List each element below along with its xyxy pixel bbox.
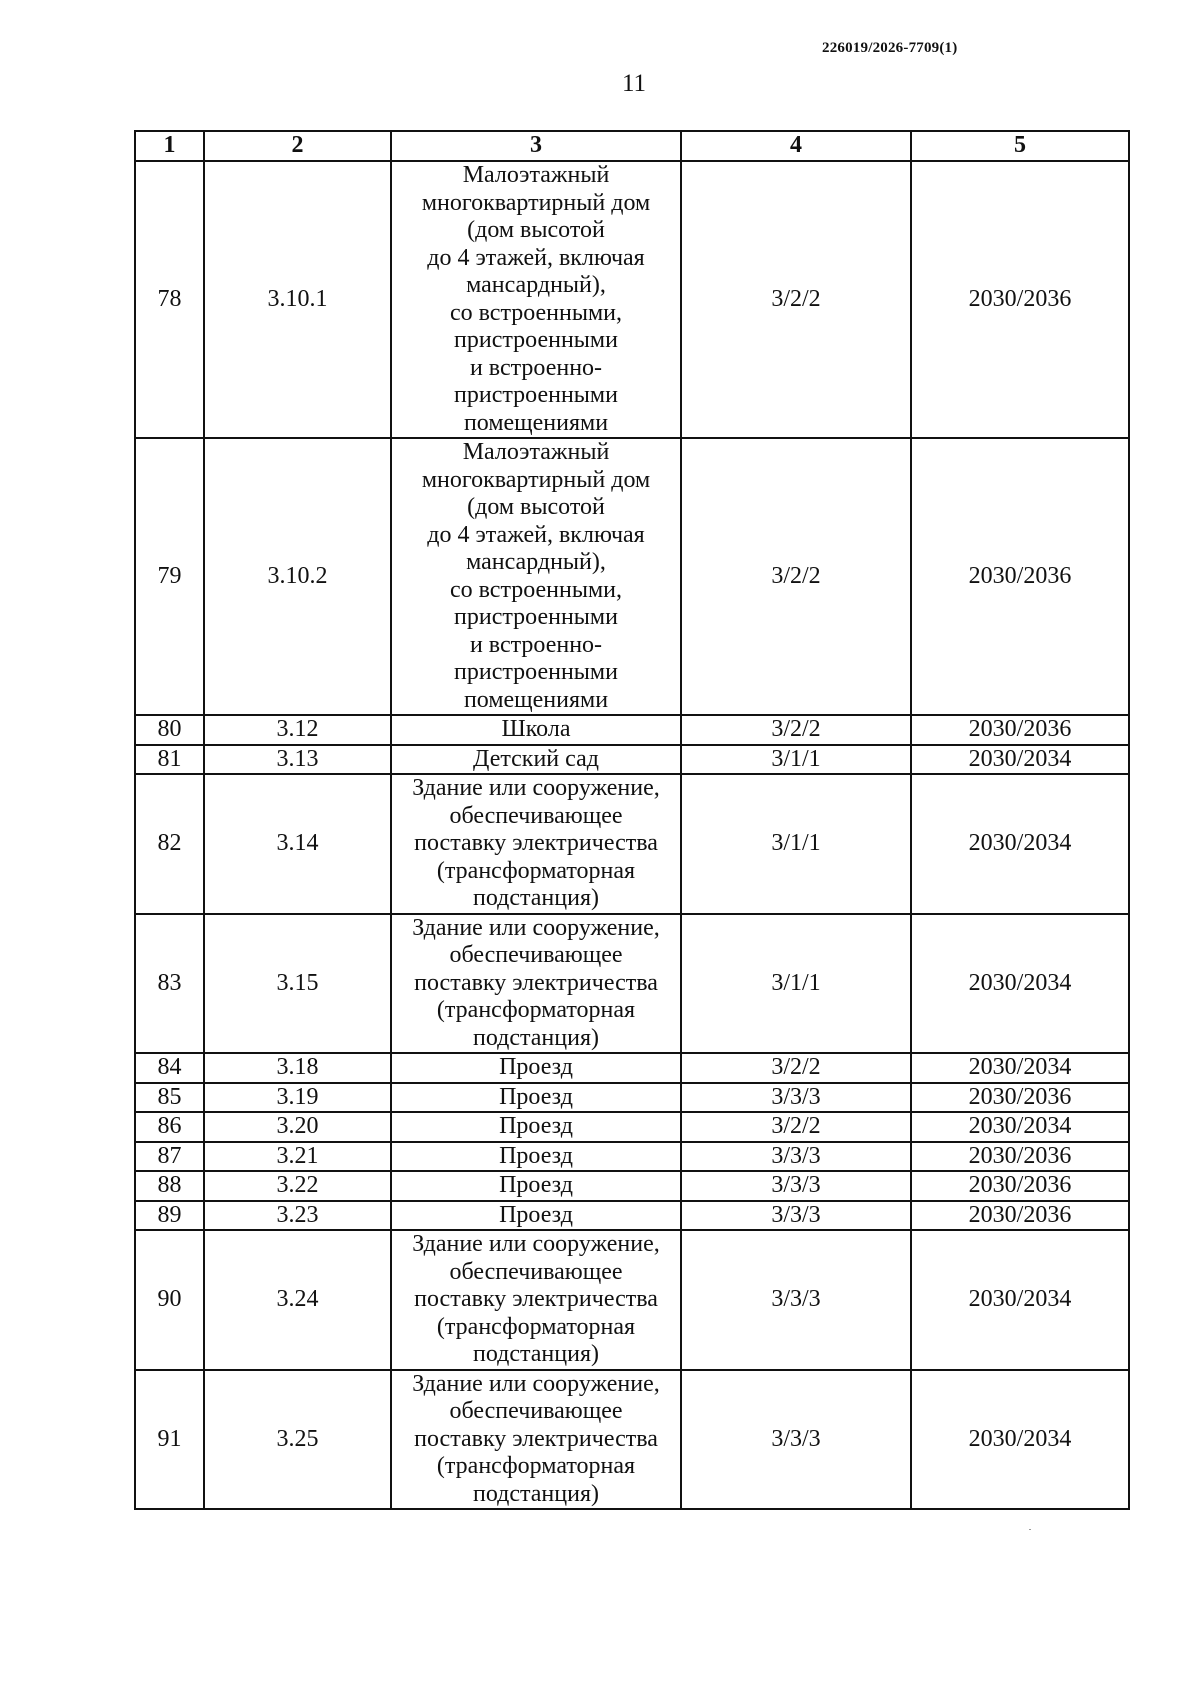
row-number-cell: 89	[135, 1201, 204, 1231]
column-header-4: 4	[681, 131, 911, 161]
object-name-line: (дом высотой	[467, 494, 605, 520]
row-number-cell: 78	[135, 161, 204, 438]
period-cell: 2030/2036	[911, 161, 1129, 438]
row-number-cell: 84	[135, 1053, 204, 1083]
class-cell: 3/1/1	[681, 745, 911, 775]
code-cell: 3.10.1	[204, 161, 391, 438]
class-cell: 3/2/2	[681, 1053, 911, 1083]
object-name-cell	[391, 914, 681, 1054]
object-name-line: пристроенными	[454, 382, 618, 408]
period-cell: 2030/2034	[911, 745, 1129, 775]
table-row	[135, 774, 1129, 914]
period-cell: 2030/2034	[911, 1230, 1129, 1370]
class-cell: 3/3/3	[681, 1230, 911, 1370]
page-number: 11	[621, 70, 647, 97]
object-name-cell	[391, 1112, 681, 1142]
code-cell: 3.15	[204, 914, 391, 1054]
document-number: 226019/2026-7709(1)	[822, 40, 958, 56]
object-name-cell	[391, 161, 681, 438]
code-cell: 3.22	[204, 1171, 391, 1201]
table-row	[135, 1370, 1129, 1510]
object-name-line: пристроенными	[454, 659, 618, 685]
row-number-cell: 91	[135, 1370, 204, 1510]
column-header-5: 5	[911, 131, 1129, 161]
class-cell: 3/2/2	[681, 161, 911, 438]
object-name-line: Проезд	[499, 1201, 573, 1228]
object-name-line: пристроенными	[454, 604, 618, 630]
object-name-line: обеспечивающее	[449, 1258, 623, 1285]
period-cell: 2030/2036	[911, 438, 1129, 715]
period-cell: 2030/2034	[911, 1112, 1129, 1142]
object-name-line: и встроенно-	[469, 354, 603, 381]
object-name-line: подстанция)	[472, 885, 599, 911]
code-cell: 3.12	[204, 715, 391, 745]
object-name-line: обеспечивающее	[449, 802, 623, 829]
object-name-cell	[391, 774, 681, 914]
class-cell: 3/3/3	[681, 1083, 911, 1113]
object-name-cell	[391, 1230, 681, 1370]
table-row	[135, 914, 1129, 1054]
object-name-line: со встроенными,	[449, 299, 623, 326]
object-name-line: Здание или сооружение,	[412, 775, 660, 801]
period-cell: 2030/2036	[911, 1142, 1129, 1172]
period-cell: 2030/2036	[911, 1171, 1129, 1201]
table-row	[135, 1053, 1129, 1083]
table-header	[135, 131, 1129, 161]
object-name-line: мансардный),	[466, 272, 606, 298]
code-cell: 3.13	[204, 745, 391, 775]
class-cell: 3/2/2	[681, 438, 911, 715]
class-cell: 3/3/3	[681, 1201, 911, 1231]
row-number-cell: 81	[135, 745, 204, 775]
table-row	[135, 1083, 1129, 1113]
object-name-cell	[391, 1370, 681, 1510]
object-name-line: поставку электричества	[414, 1286, 658, 1312]
object-name-line: (трансформаторная	[436, 857, 636, 884]
object-name-line: и встроенно-	[469, 631, 603, 658]
object-name-line: Здание или сооружение,	[412, 914, 660, 941]
table-row	[135, 438, 1129, 715]
period-cell: 2030/2034	[911, 1370, 1129, 1510]
object-name-line: Малоэтажный	[462, 162, 610, 188]
object-name-line: помещениями	[463, 409, 609, 436]
object-name-line: Проезд	[499, 1083, 573, 1110]
class-cell: 3/3/3	[681, 1142, 911, 1172]
code-cell: 3.18	[204, 1053, 391, 1083]
column-header-3: 3	[391, 131, 681, 161]
object-name-cell	[391, 1083, 681, 1113]
object-name-line: (трансформаторная	[436, 1313, 636, 1340]
row-number-cell: 90	[135, 1230, 204, 1370]
object-name-line: многоквартирный дом	[421, 189, 651, 216]
table-row	[135, 1112, 1129, 1142]
object-name-line: Детский сад	[473, 745, 599, 772]
object-name-line: Проезд	[499, 1113, 573, 1139]
object-name-line: мансардный),	[466, 549, 606, 575]
code-cell: 3.19	[204, 1083, 391, 1113]
column-header-2: 2	[204, 131, 391, 161]
class-cell: 3/3/3	[681, 1370, 911, 1510]
object-name-line: подстанция)	[472, 1024, 599, 1051]
code-cell: 3.25	[204, 1370, 391, 1510]
period-cell: 2030/2036	[911, 1083, 1129, 1113]
header-row	[135, 131, 1129, 161]
row-number-cell: 79	[135, 438, 204, 715]
object-name-cell	[391, 1201, 681, 1231]
table-row	[135, 1230, 1129, 1370]
row-number-cell: 86	[135, 1112, 204, 1142]
object-name-cell	[391, 1142, 681, 1172]
object-name-line: подстанция)	[472, 1341, 599, 1367]
object-name-line: Проезд	[499, 1142, 573, 1169]
table-row	[135, 1201, 1129, 1231]
code-cell: 3.21	[204, 1142, 391, 1172]
object-name-cell	[391, 1053, 681, 1083]
object-name-line: до 4 этажей, включая	[427, 521, 645, 548]
row-number-cell: 87	[135, 1142, 204, 1172]
period-cell: 2030/2034	[911, 1053, 1129, 1083]
object-name-line: поставку электричества	[414, 969, 658, 996]
code-cell: 3.10.2	[204, 438, 391, 715]
object-name-line: (трансформаторная	[436, 1453, 636, 1479]
object-name-line: Малоэтажный	[462, 439, 610, 465]
code-cell: 3.14	[204, 774, 391, 914]
object-name-line: Здание или сооружение,	[412, 1370, 660, 1397]
object-name-line: поставку электричества	[414, 830, 658, 856]
scan-artifact	[1029, 1529, 1031, 1530]
code-cell: 3.23	[204, 1201, 391, 1231]
object-name-cell	[391, 745, 681, 775]
class-cell: 3/2/2	[681, 715, 911, 745]
object-name-line: поставку электричества	[414, 1425, 658, 1452]
row-number-cell: 80	[135, 715, 204, 745]
row-number-cell: 85	[135, 1083, 204, 1113]
table-row	[135, 745, 1129, 775]
period-cell: 2030/2036	[911, 715, 1129, 745]
table-row	[135, 1171, 1129, 1201]
object-name-line: (дом высотой	[467, 217, 605, 243]
object-name-line: Проезд	[499, 1054, 573, 1080]
class-cell: 3/1/1	[681, 774, 911, 914]
object-name-line: обеспечивающее	[449, 1398, 623, 1424]
object-name-line: Проезд	[499, 1172, 573, 1198]
object-name-line: подстанция)	[472, 1480, 599, 1507]
object-name-line: многоквартирный дом	[421, 466, 651, 493]
code-cell: 3.20	[204, 1112, 391, 1142]
table-row	[135, 715, 1129, 745]
class-cell: 3/2/2	[681, 1112, 911, 1142]
object-name-line: Здание или сооружение,	[412, 1231, 660, 1257]
table-row	[135, 161, 1129, 438]
object-name-cell	[391, 715, 681, 745]
class-cell: 3/3/3	[681, 1171, 911, 1201]
object-name-line: Школа	[501, 716, 571, 742]
row-number-cell: 82	[135, 774, 204, 914]
table-body	[135, 161, 1129, 1509]
object-name-line: обеспечивающее	[449, 942, 623, 968]
period-cell: 2030/2036	[911, 1201, 1129, 1231]
table-row	[135, 1142, 1129, 1172]
class-cell: 3/1/1	[681, 914, 911, 1054]
row-number-cell: 83	[135, 914, 204, 1054]
object-name-line: со встроенными,	[449, 576, 623, 603]
period-cell: 2030/2034	[911, 774, 1129, 914]
column-header-1: 1	[135, 131, 204, 161]
object-name-line: помещениями	[463, 686, 609, 713]
object-name-line: (трансформаторная	[436, 997, 636, 1023]
object-name-line: до 4 этажей, включая	[427, 244, 645, 271]
object-name-cell	[391, 1171, 681, 1201]
period-cell: 2030/2034	[911, 914, 1129, 1054]
data-table	[134, 130, 1130, 1510]
row-number-cell: 88	[135, 1171, 204, 1201]
code-cell: 3.24	[204, 1230, 391, 1370]
object-name-line: пристроенными	[454, 327, 618, 353]
object-name-cell	[391, 438, 681, 715]
